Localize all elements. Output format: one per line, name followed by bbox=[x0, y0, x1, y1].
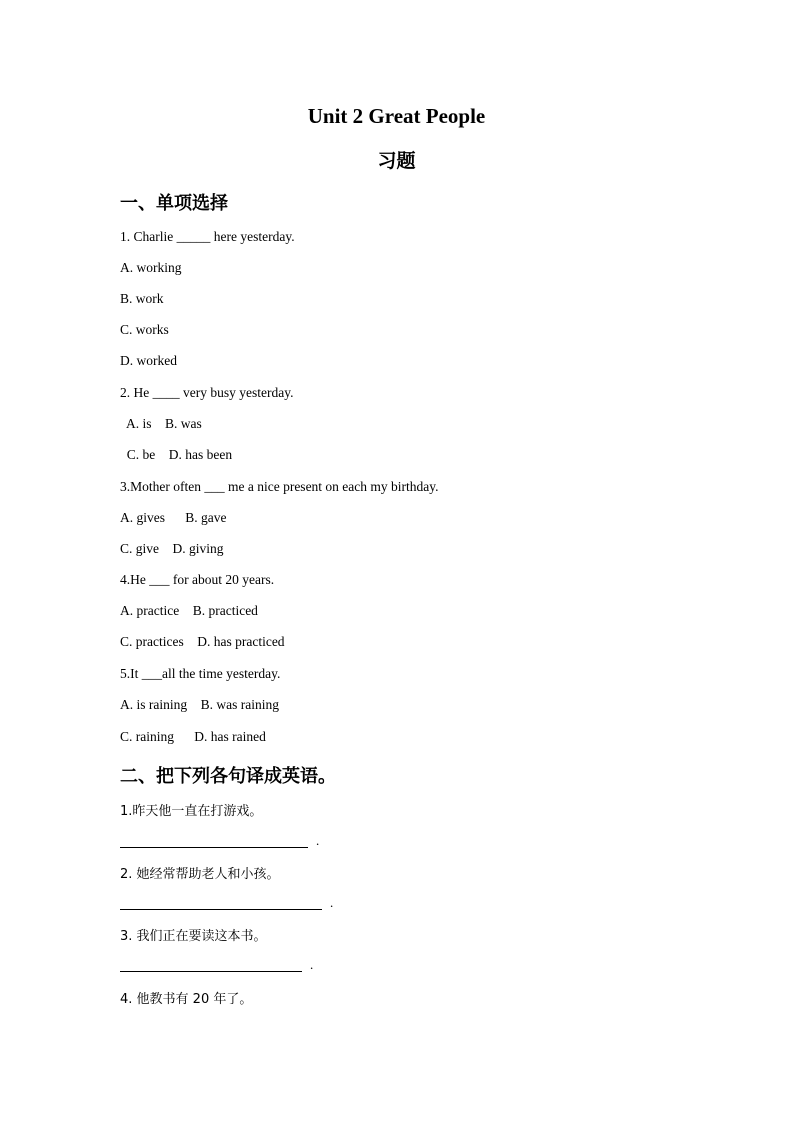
options-2cd: C. be D. has been bbox=[120, 447, 233, 462]
section-2-heading: 二、把下列各句译成英语。 bbox=[120, 766, 336, 787]
options-3ab: A. gives B. gave bbox=[120, 510, 227, 525]
section-1-heading: 一、单项选择 bbox=[120, 193, 228, 214]
translation-prompt-2: 2. 她经常帮助老人和小孩。 bbox=[120, 867, 280, 882]
option-1a: A. working bbox=[120, 260, 182, 275]
question-1: 1. Charlie _____ here yesterday. bbox=[120, 229, 295, 244]
answer-end-2: . bbox=[330, 895, 334, 910]
options-5cd: C. raining D. has rained bbox=[120, 729, 266, 744]
answer-blank-3 bbox=[120, 971, 302, 972]
options-3cd: C. give D. giving bbox=[120, 541, 224, 556]
options-4ab: A. practice B. practiced bbox=[120, 603, 258, 618]
question-3: 3.Mother often ___ me a nice present on each my birthday. bbox=[120, 479, 439, 494]
options-4cd: C. practices D. has practiced bbox=[120, 634, 285, 649]
question-4: 4.He ___ for about 20 years. bbox=[120, 572, 275, 587]
answer-blank-1 bbox=[120, 847, 308, 848]
options-5ab: A. is raining B. was raining bbox=[120, 697, 279, 712]
translation-prompt-3: 3. 我们正在要读这本书。 bbox=[120, 929, 267, 944]
question-2: 2. He ____ very busy yesterday. bbox=[120, 385, 294, 400]
page-subtitle: 习题 bbox=[377, 150, 416, 172]
question-5: 5.It ___all the time yesterday. bbox=[120, 666, 281, 681]
answer-end-1: . bbox=[316, 833, 320, 848]
page-title: Unit 2 Great People bbox=[307, 104, 486, 128]
option-1b: B. work bbox=[120, 291, 164, 306]
translation-prompt-4: 4. 他教书有 20 年了。 bbox=[120, 992, 253, 1007]
option-1c: C. works bbox=[120, 322, 169, 337]
options-2ab: A. is B. was bbox=[120, 416, 202, 431]
translation-prompt-1: 1.昨天他一直在打游戏。 bbox=[120, 804, 263, 819]
answer-blank-2 bbox=[120, 909, 322, 910]
answer-end-3: . bbox=[310, 957, 314, 972]
option-1d: D. worked bbox=[120, 353, 177, 368]
